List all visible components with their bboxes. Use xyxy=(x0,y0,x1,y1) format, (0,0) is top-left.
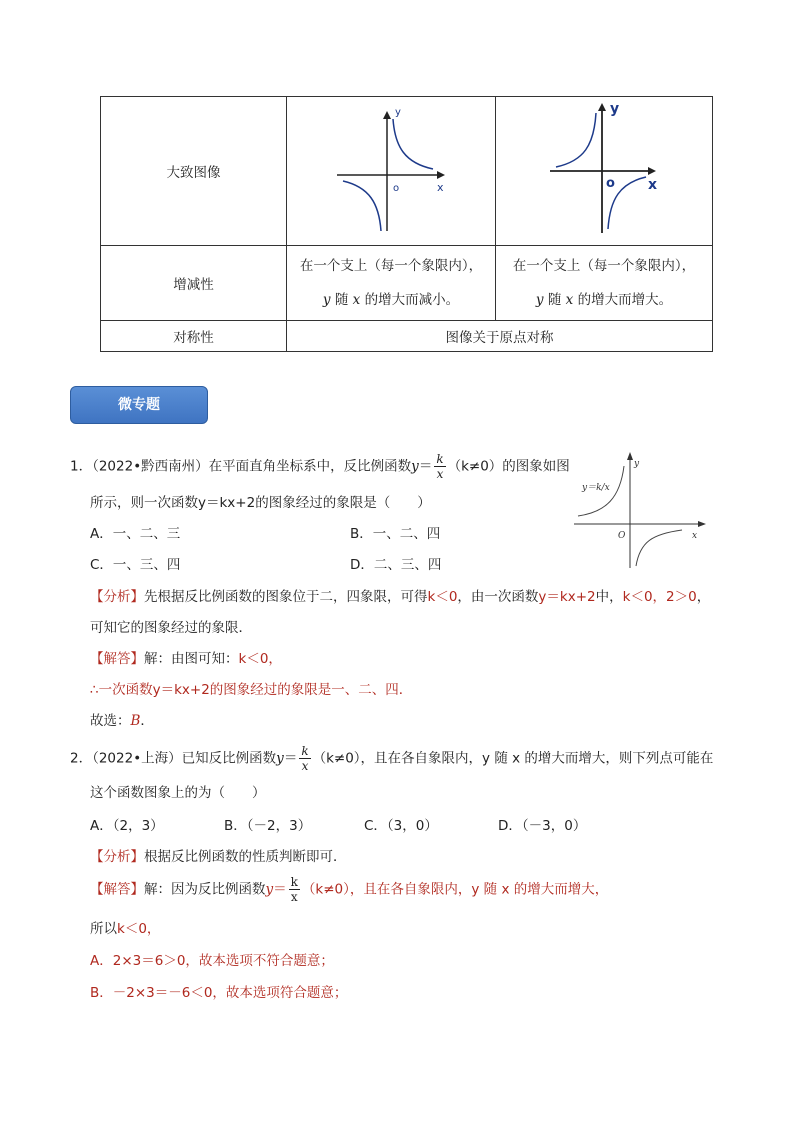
fraction-k-over-x xyxy=(289,875,300,904)
q2-stem-line2: 这个函数图象上的为（ ） xyxy=(90,785,266,801)
analysis-tag: 【分析】 xyxy=(90,589,144,605)
q1-condition: （k≠0）的图象如图 xyxy=(447,458,570,475)
q1-option-c: C．一、三、四 xyxy=(90,557,181,573)
q2-condition: （k≠0），且在各自象限内，y 随 x 的增大而增大，则下列点可能在 xyxy=(312,750,714,767)
choose-end: ． xyxy=(140,713,154,729)
q2-option-a: A．（2，3） xyxy=(90,818,164,834)
analysis-text: 根据反比例函数的性质判断即可． xyxy=(144,849,347,865)
hyperbola-branch-q3 xyxy=(343,181,381,231)
var-x: x xyxy=(352,292,361,308)
hyperbola-branch-q1 xyxy=(393,119,433,169)
numerator: k xyxy=(436,452,444,466)
q2-stem-text: 2．（2022•上海）已知反比例函数 xyxy=(70,750,277,767)
q2-stem-line1 xyxy=(70,744,713,773)
y-axis-arrow xyxy=(598,103,606,111)
var-y: y xyxy=(411,458,419,475)
q2-line-a: A．2×3＝6＞0，故本选项不符合题意； xyxy=(90,953,334,969)
var-y: y xyxy=(322,292,331,308)
denominator: x xyxy=(436,467,444,481)
hyperbola-graph-increasing xyxy=(496,97,713,241)
monotonicity-line2 xyxy=(496,283,712,317)
q1-stem-line1 xyxy=(70,452,570,481)
analysis-text: 中， xyxy=(595,589,623,605)
q1-therefore: ∴一次函数y＝kx+2的图象经过的象限是一、二、四． xyxy=(90,682,413,698)
text-with: 随 xyxy=(543,292,566,308)
linear-function: y＝kx+2 xyxy=(538,589,596,605)
q2-analysis xyxy=(90,845,347,865)
q1-choose xyxy=(90,709,154,729)
x-axis-arrow xyxy=(698,521,706,527)
q2-so xyxy=(90,917,160,937)
fraction-k-over-x xyxy=(299,744,310,773)
answer-tag: 【解答】 xyxy=(90,881,144,898)
answer-condition: （k≠0），且在各自象限内，y 随 x 的增大而增大， xyxy=(301,881,609,898)
q2-option-d: D．（－3，0） xyxy=(498,818,587,834)
y-axis-arrow xyxy=(383,111,391,119)
q2-option-b: B．（－2，3） xyxy=(224,818,312,834)
denominator: x xyxy=(290,890,298,904)
hyperbola-branch-q4 xyxy=(636,530,682,566)
q1-analysis xyxy=(90,585,710,605)
choose-text: 故选： xyxy=(90,713,131,729)
row-label-graph: 大致图像 xyxy=(101,97,287,246)
x-axis-arrow xyxy=(437,171,445,179)
q1-option-a: A．一、二、三 xyxy=(90,526,181,542)
y-axis-label: y xyxy=(395,107,401,118)
monotonicity-line1: 在一个支上（每一个象限内）， xyxy=(512,258,696,274)
hyperbola-graph-decreasing xyxy=(287,97,496,241)
var-y: y xyxy=(265,881,274,898)
analysis-tag: 【分析】 xyxy=(90,849,144,865)
q2-answer xyxy=(90,875,608,904)
answer-text: 解：因为反比例函数 xyxy=(144,881,266,898)
analysis-text: ， xyxy=(696,589,711,605)
graph-cell-negative-k xyxy=(496,97,713,246)
q1-graph xyxy=(570,450,710,570)
symmetry-value: 图像关于原点对称 xyxy=(287,321,713,352)
q1-analysis-line2: 可知它的图象经过的象限． xyxy=(90,620,252,636)
monotonicity-line2 xyxy=(287,283,495,317)
graph-cell-positive-k xyxy=(287,97,496,246)
answer-text: 解：由图可知： xyxy=(144,651,239,667)
y-axis-label: y xyxy=(634,459,640,469)
row-label-monotonicity: 增减性 xyxy=(101,246,287,321)
var-y: y xyxy=(276,750,284,767)
row-label-symmetry: 对称性 xyxy=(101,321,287,352)
q1-option-b: B．一、二、四 xyxy=(350,526,441,542)
answer-tag: 【解答】 xyxy=(90,651,144,667)
monotonicity-line1: 在一个支上（每一个象限内）， xyxy=(299,258,483,274)
q2-option-c: C．（3，0） xyxy=(364,818,438,834)
q1-answer xyxy=(90,647,282,667)
equals: ＝ xyxy=(273,881,287,898)
properties-table xyxy=(100,96,713,352)
q2-line-b: B．－2×3＝－6＜0，故本选项符合题意； xyxy=(90,985,348,1001)
text-with: 随 xyxy=(330,292,353,308)
so-text: 所以 xyxy=(90,921,117,937)
denominator: x xyxy=(301,759,309,773)
analysis-text: 先根据反比例函数的图象位于二，四象限，可得 xyxy=(144,589,428,605)
analysis-text: ，由一次函数 xyxy=(457,589,539,605)
k-negative: k＜0， xyxy=(117,921,161,937)
monotonicity-decreasing xyxy=(287,246,496,321)
var-y: y xyxy=(535,292,544,308)
text-increase: 的增大而增大。 xyxy=(573,292,673,308)
var-x: x xyxy=(565,292,574,308)
text-decrease: 的增大而减小。 xyxy=(360,292,460,308)
q1-option-d: D．二、三、四 xyxy=(350,557,442,573)
section-badge: 微专题 xyxy=(70,386,208,424)
x-axis-arrow xyxy=(648,167,656,175)
origin-label: o xyxy=(393,183,400,194)
q1-stem-line2: 所示，则一次函数y＝kx+2的图象经过的象限是（ ） xyxy=(90,495,431,511)
signs: k＜0，2＞0 xyxy=(622,589,697,605)
q1-stem-text: 1．（2022•黔西南州）在平面直角坐标系中，反比例函数 xyxy=(70,458,412,475)
x-axis-label: x xyxy=(437,181,444,194)
y-axis-arrow xyxy=(627,452,633,460)
hyperbola-branch-q2 xyxy=(556,113,596,167)
equals: ＝ xyxy=(418,458,433,475)
numerator: k xyxy=(301,744,309,758)
monotonicity-increasing xyxy=(496,246,713,321)
equals: ＝ xyxy=(283,750,298,767)
origin-label: o xyxy=(606,176,615,191)
origin-label: O xyxy=(618,531,626,541)
k-negative: k＜0， xyxy=(238,651,282,667)
fraction-k-over-x xyxy=(434,452,445,481)
k-negative: k＜0 xyxy=(427,589,458,605)
numerator: k xyxy=(290,875,298,889)
y-axis-label: y xyxy=(610,101,620,117)
choose-value: B xyxy=(130,713,141,729)
x-axis-label: x xyxy=(692,531,698,541)
x-axis-label: x xyxy=(648,177,658,193)
curve-equation-label: y＝k/x xyxy=(582,483,610,493)
